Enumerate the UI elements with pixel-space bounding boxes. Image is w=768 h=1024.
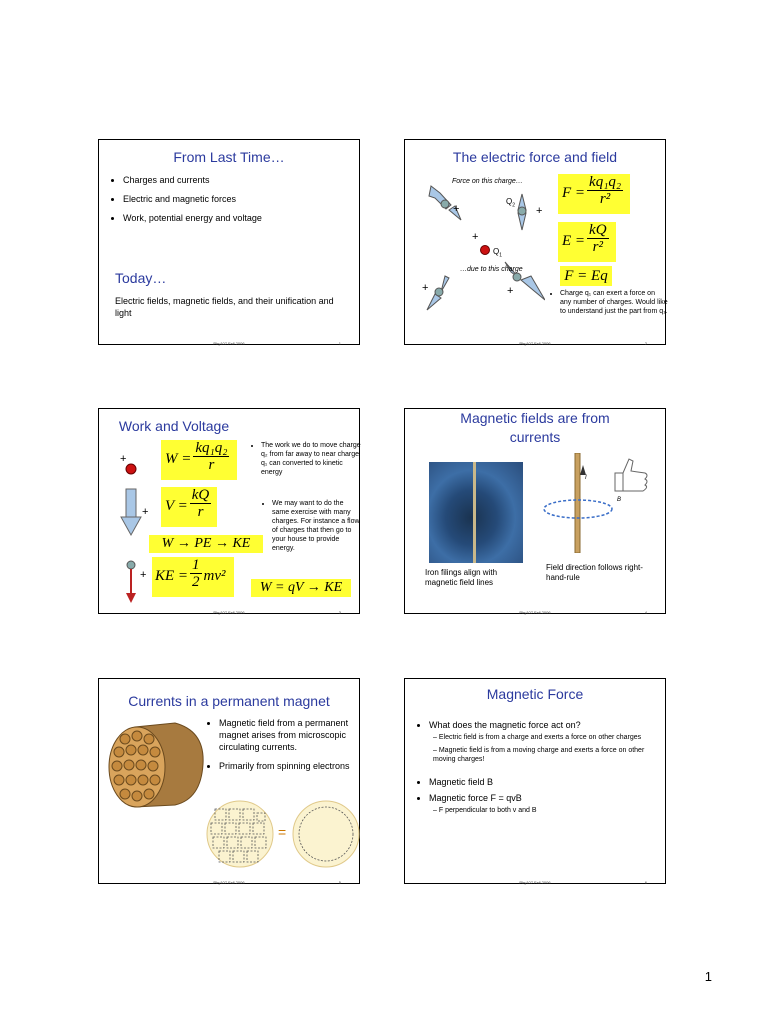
down-arrow-icon [121, 489, 141, 535]
today-heading: Today… [115, 270, 167, 286]
list-item: • Primarily from spinning electrons [219, 760, 364, 772]
slide-3-bullet-2 [262, 499, 362, 560]
slide-6-title: Magnetic Force [486, 686, 584, 702]
microscopic-loops-diagram [205, 799, 275, 869]
current-label: I [585, 475, 587, 481]
list-item: • The work we do to move charge q₂ from far away to near charge q₁ can converted to kinetic energy [261, 441, 365, 477]
test-charge-arrow-2 [518, 194, 526, 230]
today-text: Electric fields, magnetic fields, and their unification and light [115, 296, 334, 318]
slide-2 [404, 139, 666, 345]
plus-sign: + [507, 285, 514, 297]
slide-number: 3 [338, 610, 341, 615]
right-hand-rule-diagram [543, 453, 653, 553]
thumbs-up-icon [615, 459, 647, 491]
footer-course: Phy107 Fall 2006 [519, 610, 551, 615]
footer-course: Phy107 Fall 2006 [213, 880, 245, 885]
slide-3-title: Work and Voltage [118, 418, 230, 434]
slide-2-title: The electric force and field [452, 149, 618, 165]
slide-4 [404, 408, 666, 614]
right-hand-rule-caption: Field direction follows right-hand-rule [546, 563, 643, 582]
list-item: • Magnetic field from a permanent magnet arises from microscopic circulating currents. [219, 717, 364, 753]
slide-5-bullets [209, 717, 364, 779]
slide-1 [98, 139, 360, 345]
slide-5-title: Currents in a permanent magnet [128, 693, 330, 709]
force-field-equation: F = Eq [560, 266, 612, 286]
slide-4-title: Magnetic fields are from currents [460, 410, 610, 445]
list-item: • Electric and magnetic forces [123, 193, 363, 205]
plus-sign: + [472, 231, 479, 243]
slide-number: 1 [338, 341, 341, 346]
plus-sign: + [140, 569, 147, 581]
sub-item: – F perpendicular to both v and B [433, 807, 537, 814]
equals-sign: = [278, 824, 287, 840]
q1-label: $Q_1$ [493, 247, 503, 259]
slide-3-bullet-1 [251, 441, 365, 484]
energy-chain-equation: W → PE → KE [149, 535, 263, 553]
list-item: • We may want to do the same exercise with many charges. For instance a flow of charges that then go to your house to provide energy. [272, 499, 362, 553]
plus-sign: + [142, 506, 149, 518]
charge-arrows-diagram [405, 180, 545, 320]
sub-item: – Magnetic field is from a moving charge and exerts a force on other moving charges! [433, 747, 645, 763]
footer-course: Phy107 Fall 2006 [213, 610, 245, 615]
sub-item: – Electric field is from a charge and exerts a force on other charges [433, 734, 642, 741]
plus-sign: + [536, 205, 543, 217]
coulomb-equation: F = $\frac{\text{kq₁q₂}}{\text{r²}}$ [558, 174, 630, 214]
source-charge [481, 246, 490, 255]
slide-5 [98, 678, 360, 884]
slide-number: 5 [338, 880, 341, 885]
iron-filings-image [429, 462, 523, 563]
kinetic-energy-equation: KE = $\frac{1}{2}$ mv² [152, 557, 234, 597]
slide-2-bullet [550, 289, 668, 323]
slide-number: 2 [644, 341, 647, 346]
list-item: • Work, potential energy and voltage [123, 212, 363, 224]
test-charge-arrow-3 [427, 276, 449, 310]
slide-6 [404, 678, 666, 884]
page-number: 1 [704, 969, 712, 984]
magnet-cylinder-image [105, 719, 209, 809]
voltage-equation: V = $\frac{kQ}{r}$ [161, 487, 217, 527]
list-item: • Charge q₁ can exert a force on any number of charges. Would like to understand just the part from q₁. [560, 289, 668, 316]
net-current-loop-diagram [291, 799, 361, 869]
slide-1-bullets [113, 174, 363, 231]
slide-6-body [419, 719, 655, 815]
list-item: • Magnetic force F = qvB [429, 792, 655, 804]
plus-sign: + [422, 282, 429, 294]
list-item: • Charges and currents [123, 174, 363, 186]
iron-filings-caption: Iron filings align with magnetic field lines [425, 568, 498, 587]
slide-3 [98, 408, 360, 614]
slide-number: 4 [644, 610, 647, 615]
work-voltage-equation: W = qV → KE [251, 579, 351, 597]
force-label: Force on this charge… [452, 178, 523, 185]
footer-course: Phy107 Fall 2006 [213, 341, 245, 346]
field-equation: E = $\frac{kQ}{\text{r²}}$ [558, 222, 616, 262]
charge-motion-diagram [117, 457, 147, 607]
slide-1-title: From Last Time… [173, 149, 285, 165]
footer-course: Phy107 Fall 2006 [519, 880, 551, 885]
work-equation: W = $\frac{\text{kq₁q₂}}{r}$ [161, 440, 237, 480]
q2-label: $Q_2$ [506, 197, 516, 209]
plus-sign: + [120, 453, 127, 465]
list-item: • What does the magnetic force act on? [429, 719, 655, 731]
due-label: …due to this charge [460, 266, 523, 273]
footer-course: Phy107 Fall 2006 [519, 341, 551, 346]
list-item: • Magnetic field B [429, 776, 655, 788]
b-field-label: B [617, 497, 622, 503]
plus-sign: + [453, 203, 460, 215]
slide-number: 6 [644, 880, 647, 885]
